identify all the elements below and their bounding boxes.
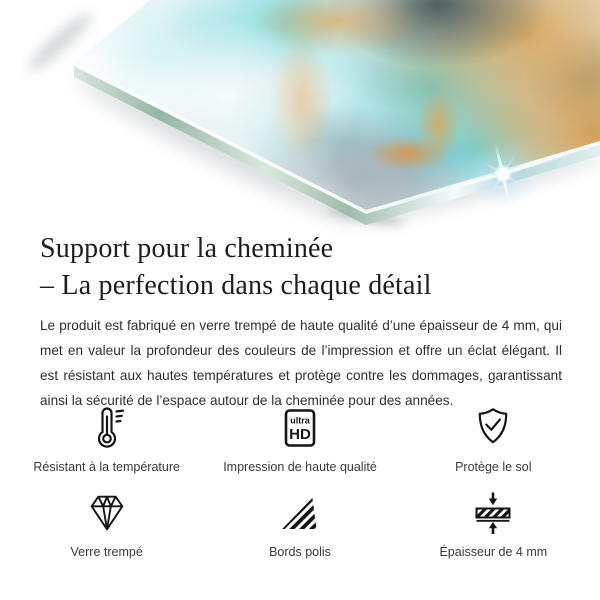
feature-label: Résistant à la température (33, 460, 180, 474)
feature-item-floor-protection (397, 404, 590, 475)
shield-check-icon (469, 404, 517, 452)
product-image (0, 0, 600, 245)
glass-panel-artwork (0, 0, 600, 240)
polished-edges-icon (276, 489, 324, 537)
page-title-line2: – La perfection dans chaque détail (40, 270, 432, 301)
ultra-hd-icon (276, 404, 324, 452)
ultra-hd-icon-text-bottom: HD (289, 426, 311, 443)
feature-label: Épaisseur de 4 mm (439, 545, 548, 559)
feature-grid (10, 404, 590, 560)
thickness-4mm-icon (469, 489, 517, 537)
diamond-icon (83, 489, 131, 537)
product-description-text: Le produit est fabriqué en verre trempé de haute qualité d’une épaisseur de 4 mm, qui met en valeur la profondeur des couleurs de l’impression et offre un éclat élégant. Il est résistant aux hautes températures et protège contre les dommages, garantissant ainsi la sécurité de l’espace autour de la cheminée pour des années. (40, 318, 562, 408)
feature-item-polished-edges (203, 489, 396, 560)
page-title-line1: Support pour la cheminée (40, 233, 334, 264)
thermometer-icon (83, 404, 131, 452)
feature-item-temperature (10, 404, 203, 475)
ultra-hd-icon-text-top: ultra (290, 415, 310, 426)
page-title (40, 230, 580, 304)
feature-item-print-quality (203, 404, 396, 475)
feature-label: Verre trempé (70, 545, 143, 559)
feature-label: Bords polis (269, 545, 331, 559)
feature-item-thickness (397, 489, 590, 560)
feature-item-tempered-glass (10, 489, 203, 560)
feature-label: Impression de haute qualité (223, 460, 377, 474)
feature-label: Protège le sol (455, 460, 532, 474)
